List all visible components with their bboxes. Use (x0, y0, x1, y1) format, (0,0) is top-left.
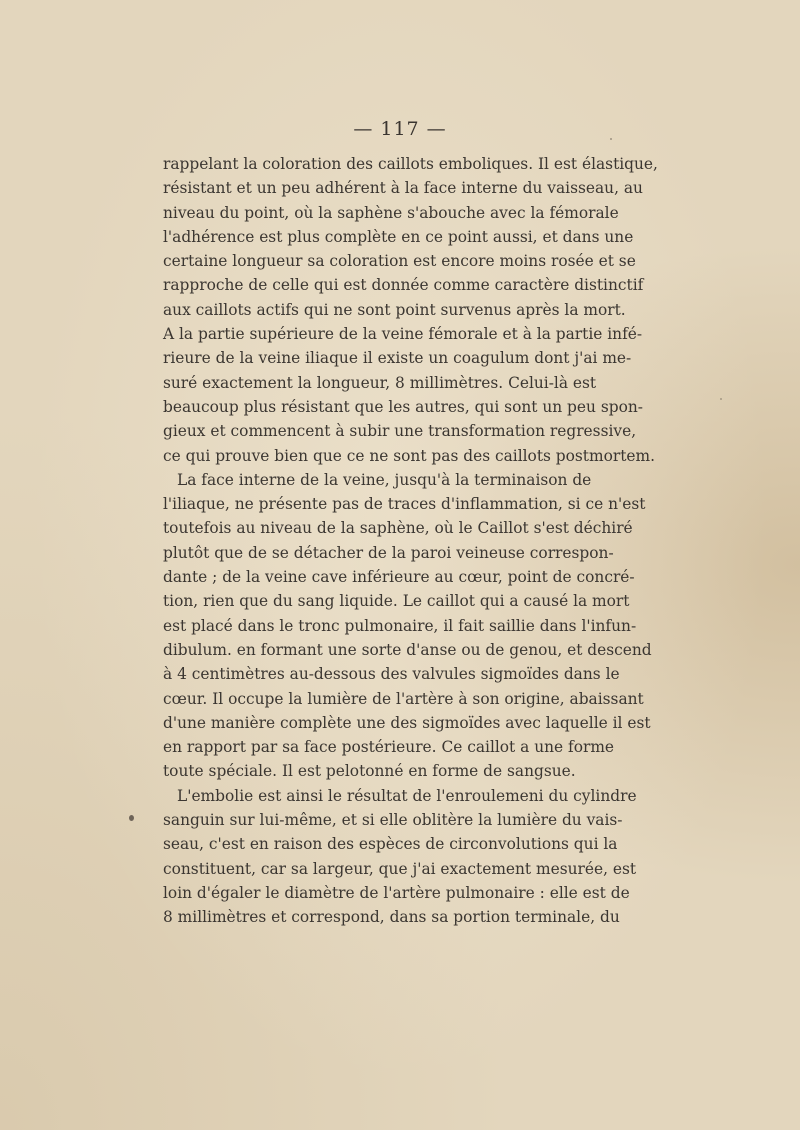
text-line: à 4 centimètres au-dessous des valvules sigmoïdes dans le (163, 665, 620, 684)
text-line: 8 millimètres et correspond, dans sa portion terminale, du (163, 908, 620, 927)
text-line: tion, rien que du sang liquide. Le caillot qui a causé la mort (163, 592, 630, 611)
text-line: A la partie supérieure de la veine fémorale et à la partie infé- (163, 325, 643, 344)
text-line: est placé dans le tronc pulmonaire, il fait saillie dans l'infun- (163, 616, 637, 635)
text-line: certaine longueur sa coloration est encore moins rosée et se (163, 252, 636, 271)
text-line: suré exactement la longueur, 8 millimètres. Celui-là est (163, 373, 597, 392)
text-line: seau, c'est en raison des espèces de circonvolutions qui la (163, 835, 618, 854)
text-body (163, 152, 658, 930)
text-line: aux caillots actifs qui ne sont point survenus après la mort. (163, 300, 626, 319)
text-line: ce qui prouve bien que ce ne sont pas des caillots postmortem. (163, 446, 655, 465)
ink-speck (720, 398, 722, 400)
text-line: toute spéciale. Il est pelotonné en forme de sangsue. (163, 762, 576, 781)
page-number: — 117 — (353, 118, 447, 140)
text-line: rieure de la veine iliaque il existe un coagulum dont j'ai me- (163, 349, 632, 368)
text-line: niveau du point, où la saphène s'abouche avec la fémorale (163, 203, 619, 222)
text-line: beaucoup plus résistant que les autres, qui sont un peu spon- (163, 397, 643, 416)
text-line: L'embolie est ainsi le résultat de l'enroulemeni du cylindre (177, 786, 637, 805)
text-line: La face interne de la veine, jusqu'à la terminaison de (177, 470, 592, 489)
text-line: rappelant la coloration des caillots emboliques. Il est élastique, (163, 155, 658, 173)
text-line: gieux et commencent à subir une transformation regressive, (163, 422, 637, 441)
text-line: résistant et un peu adhérent à la face interne du vaisseau, au (163, 179, 643, 198)
text-line: dibulum. en formant une sorte d'anse ou de genou, et descend (163, 640, 652, 659)
text-line: en rapport par sa face postérieure. Ce caillot a une forme (163, 738, 615, 757)
text-line: cœur. Il occupe la lumière de l'artère à son origine, abaissant (163, 689, 644, 708)
text-line: toutefois au niveau de la saphène, où le Caillot s'est déchiré (163, 519, 633, 538)
text-line: sanguin sur lui-même, et si elle oblitère la lumière du vais- (163, 811, 623, 830)
text-line: dante ; de la veine cave inférieure au cœur, point de concré- (163, 568, 635, 587)
text-line: plutôt que de se détacher de la paroi veineuse correspon- (163, 543, 614, 562)
text-line: l'adhérence est plus complète en ce point aussi, et dans une (163, 227, 634, 246)
ink-speck (129, 815, 134, 821)
ink-speck (610, 138, 612, 140)
text-line: constituent, car sa largeur, que j'ai exactement mesurée, est (163, 859, 637, 878)
text-line: loin d'égaler le diamètre de l'artère pulmonaire : elle est de (163, 883, 630, 902)
text-line: d'une manière complète une des sigmoïdes avec laquelle il est (163, 713, 651, 732)
text-line: l'iliaque, ne présente pas de traces d'inflammation, si ce n'est (163, 495, 646, 514)
text-line: rapproche de celle qui est donnée comme caractère distinctif (163, 276, 644, 295)
